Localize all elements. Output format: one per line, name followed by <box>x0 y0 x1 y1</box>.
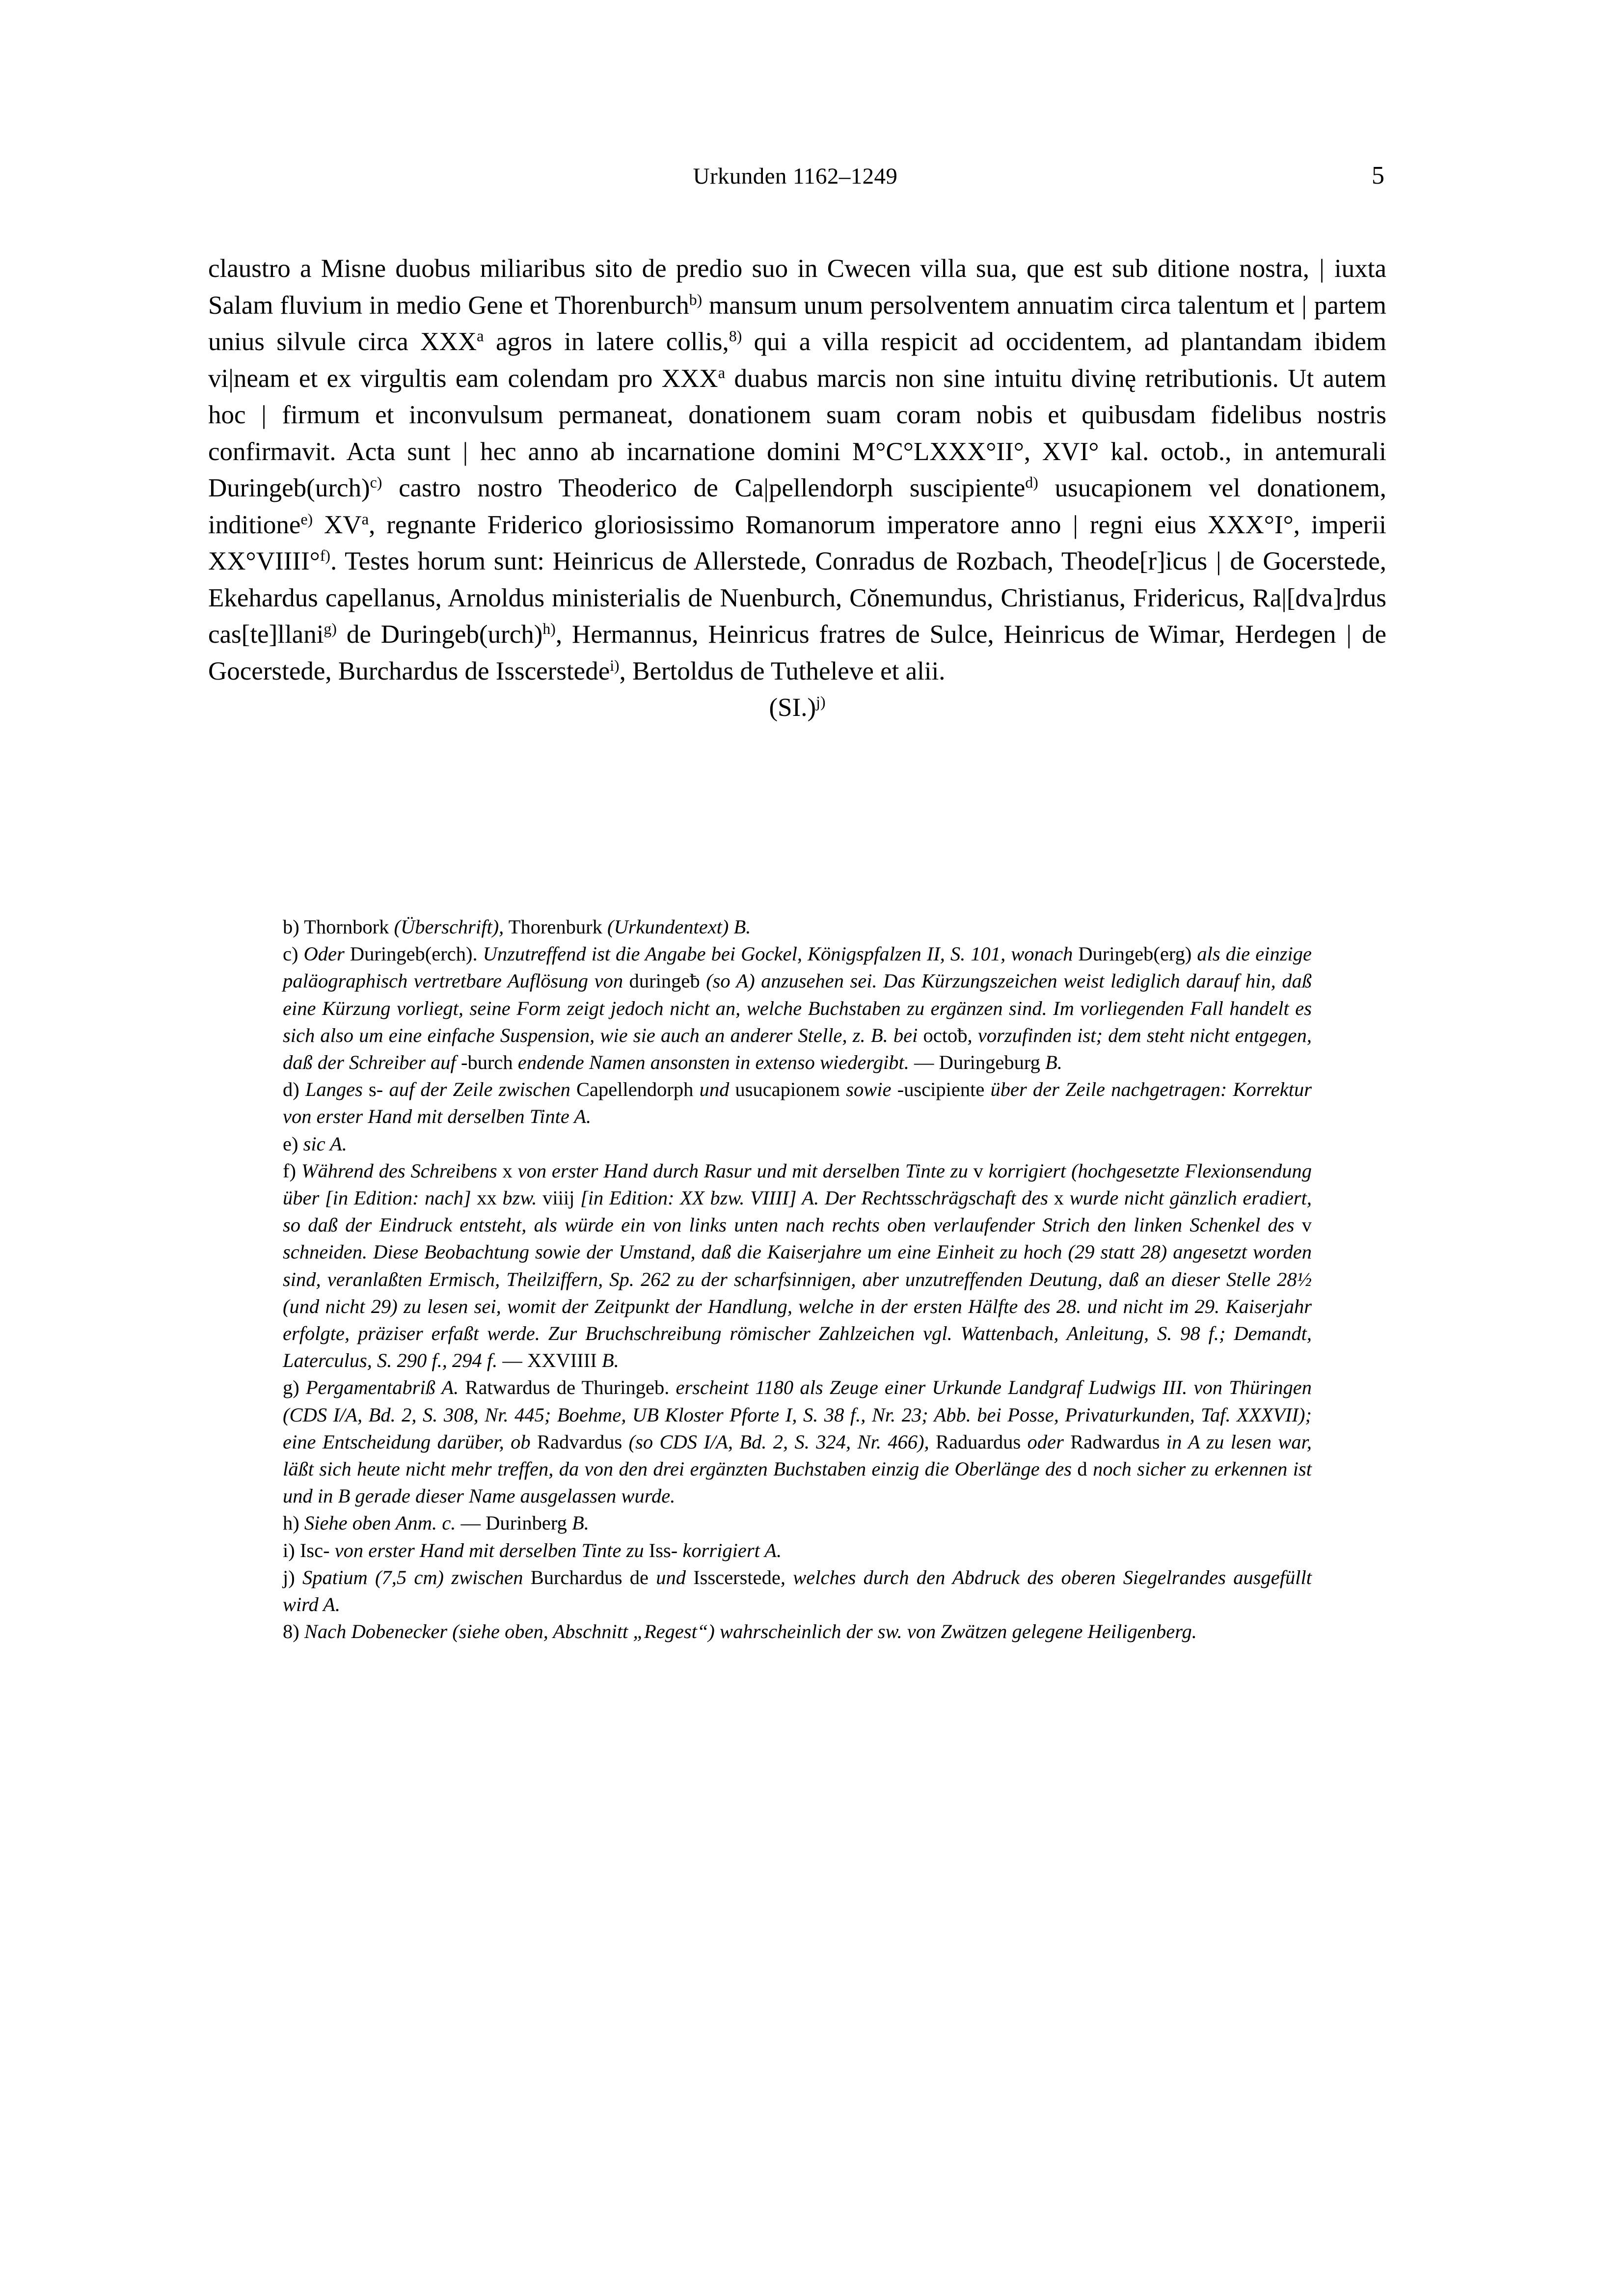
page-number: 5 <box>1372 162 1384 190</box>
seal-notation: (SI.)$^{j)}$ <box>769 693 826 722</box>
charter-text-paragraph: claustro a Misne duobus miliaribus sito de predio suo in Cwecen villa sua, que est sub ditione nostra, | iuxta Salam fluvium in medio Gene et Thorenburch$^{b)}$ mansum unum persolventem annuatim circa talentum et | partem unius silvule circa XXX$^a$ agros in latere collis,$^{8)}$ qui a villa respicit ad occidentem, ad plantandam ibidem vi|neam et ex virgultis eam colendam pro XXX$^a$ duabus marcis non sine intuitu divinę retributionis. Ut autem hoc | firmum et inconvulsum permaneat, donationem suam coram nobis et quibusdam fidelibus nostris confirmavit. Acta sunt | hec anno ab incarnatione domini M°C°LXXX°II°, XVI° kal. octob., in antemurali Duringeb(urch)$^{c)}$ castro nostro Theoderico de Ca|pellendorph suscipiente$^{d)}$ usucapionem vel donationem, inditione$^{e)}$ $XV^a$, regnante Friderico gloriosissimo Romanorum imperatore anno | regni eius XXX°I°, imperii XX°VIIII°$^{f)}$. Testes horum sunt: Heinricus de Allerstede, Conradus de Rozbach, Theode[r]icus | de Gocerstede, Ekehardus capellanus, Arnoldus ministerialis de Nuenburch, Cŏnemundus, Christianus, Fridericus, Ra|[dva]rdus cas[te]llani$^{g)}$ de Duringeb(urch)$^{h)}$, Hermannus, Heinricus fratres de Sulce, Heinricus de Wimar, Herdegen | de Gocerstede, Burchardus de Isscerstede$^{i)}$, Bertoldus de Tutheleve et alii. <box>208 254 1386 685</box>
apparatus-note: h) Siehe oben Anm. c. — Durinberg B. <box>283 1512 589 1534</box>
apparatus-note: e) sic A. <box>283 1132 347 1155</box>
apparatus-note: j) Spatium (7,5 cm) zwischen Burchardus de und Isscerstede, welches durch den Abdruck des oberen Siegelrandes ausgefüllt wird A. <box>283 1566 1312 1616</box>
apparatus-note: 8) Nach Dobenecker (siehe oben, Abschnitt „Regest“) wahrscheinlich der sw. von Zwätzen gelegene Heiligenberg. <box>283 1620 1197 1643</box>
running-head <box>206 163 1384 197</box>
critical-apparatus <box>283 913 1312 1645</box>
apparatus-note: b) Thornbork (Überschrift), Thorenburk (Urkundentext) B. <box>283 916 751 938</box>
edition-text-block <box>208 250 1386 726</box>
apparatus-note: i) Isc- von erster Hand mit derselben Tinte zu Iss- korrigiert A. <box>283 1539 782 1561</box>
apparatus-note: g) Pergamentabriß A. Ratwardus de Thuringeb. erscheint 1180 als Zeuge einer Urkunde Landgraf Ludwigs III. von Thüringen (CDS I/A, Bd. 2, S. 308, Nr. 445; Boehme, UB Kloster Pforte I, S. 38 f., Nr. 23; Abb. bei Posse, Privaturkunden, Taf. XXXVII); eine Entscheidung darüber, ob Radvardus (so CDS I/A, Bd. 2, S. 324, Nr. 466), Raduardus oder Radwardus in A zu lesen war, läßt sich heute nicht mehr treffen, da von den drei ergänzten Buchstaben einzig die Oberlänge des d noch sicher zu erkennen ist und in B gerade dieser Name ausgelassen wurde. <box>283 1376 1312 1507</box>
apparatus-note: f) Während des Schreibens x von erster Hand durch Rasur und mit derselben Tinte zu v korrigiert (hochgesetzte Flexionsendung über [in Edition: nach] xx bzw. viiij [in Edition: XX bzw. VIIII] A. Der Rechtsschrägschaft des x wurde nicht gänzlich eradiert, so daß der Eindruck entsteht, als würde ein von links unten nach rechts oben verlaufender Strich den linken Schenkel des v schneiden. Diese Beobachtung sowie der Umstand, daß die Kaiserjahre um eine Einheit zu hoch (29 statt 28) angesetzt worden sind, veranlaßten Ermisch, Theilziffern, Sp. 262 zu der scharfsinnigen, aber unzutreffenden Deutung, daß an dieser Stelle 28½ (und nicht 29) zu lesen sei, womit der Zeitpunkt der Handlung, welche in der ersten Hälfte des 28. und nicht im 29. Kaiserjahr erfolgte, präziser erfaßt werde. Zur Bruchschreibung römischer Zahlzeichen vgl. Wattenbach, Anleitung, S. 98 f.; Demandt, Laterculus, S. 290 f., 294 f. — XXVIIII B. <box>283 1159 1312 1372</box>
apparatus-note: d) Langes s- auf der Zeile zwischen Capellendorph und usucapionem sowie -uscipiente über der Zeile nachgetragen: Korrektur von erster Hand mit derselben Tinte A. <box>283 1078 1312 1128</box>
apparatus-note: c) Oder Duringeb(erch). Unzutreffend ist die Angabe bei Gockel, Königspfalzen II, S. 101, wonach Duringeb(erg) als die einzige paläographisch vertretbare Auflösung von duringeƀ (so A) anzusehen sei. Das Kürzungszeichen weist lediglich darauf hin, daß eine Kürzung vorliegt, seine Form zeigt jedoch nicht an, welche Buchstaben zu ergänzen sind. Im vorliegenden Fall handelt es sich also um eine einfache Suspension, wie sie auch an anderer Stelle, z. B. bei octoƀ, vorzufinden ist; dem steht nicht entgegen, daß der Schreiber auf -burch endende Namen ansonsten in extenso wiedergibt. — Duringeburg B. <box>283 943 1312 1074</box>
running-head-title: Urkunden 1162–1249 <box>693 164 898 189</box>
